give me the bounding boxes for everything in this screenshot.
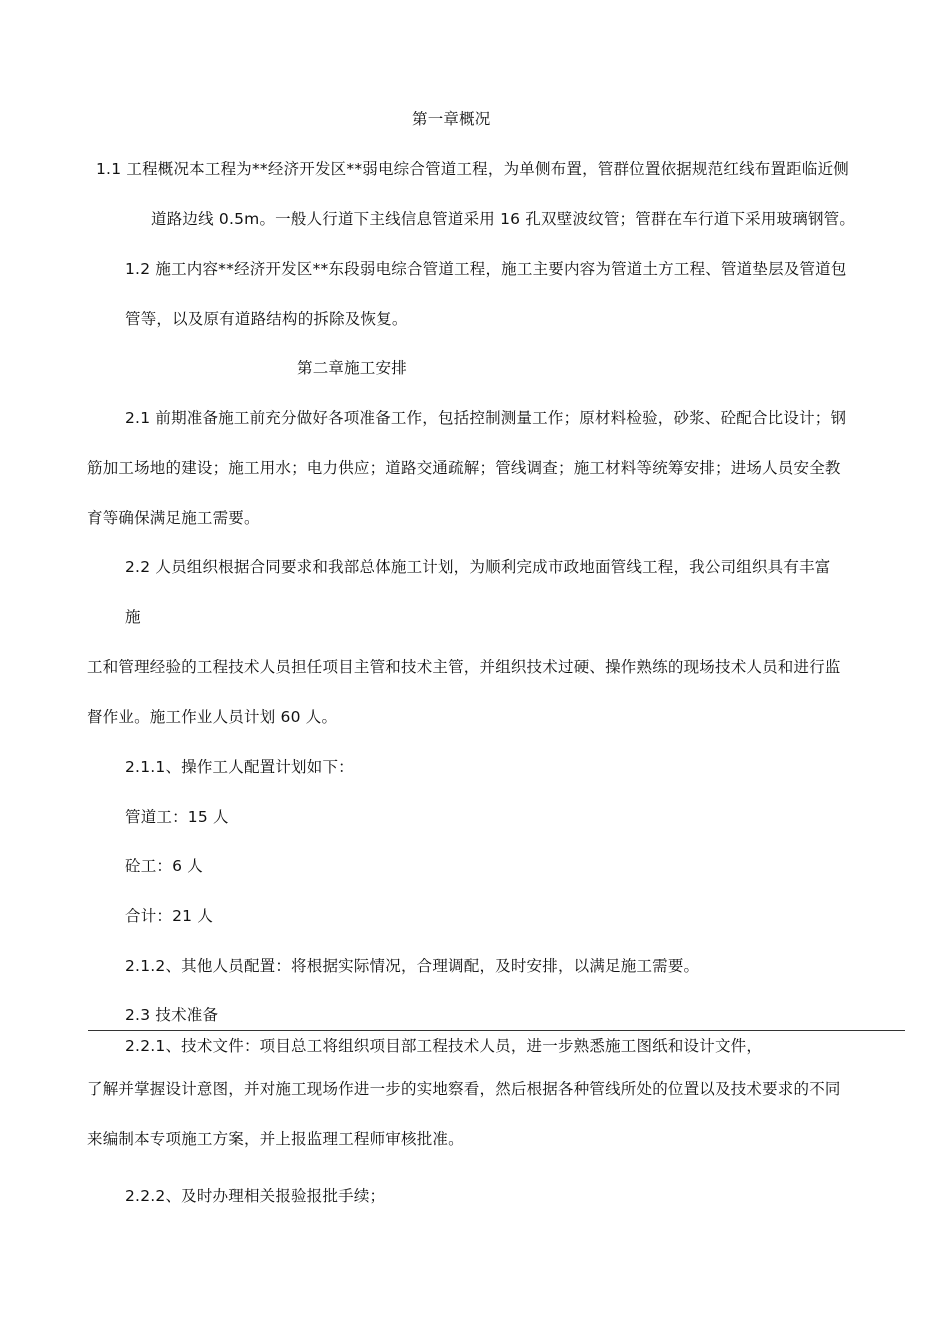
section-2-2-1-line-1: 2.2.1、技术文件：项目总工将组织项目部工程技术人员，进一步熟悉施工图纸和设计文件， — [125, 1037, 763, 1055]
workers-total: 合计：21 人 — [125, 907, 214, 925]
chapter-2-title: 第二章施工安排 — [297, 359, 407, 377]
section-1-1-line-1: 1.1 工程概况本工程为**经济开发区**弱电综合管道工程，为单侧布置，管群位置依据规范红线布置距临近侧 — [96, 160, 849, 178]
section-2-2-line-1: 2.2 人员组织根据合同要求和我部总体施工计划，为顺利完成市政地面管线工程，我公司组织具有丰富 — [125, 558, 831, 576]
section-2-2-1-line-3: 来编制本专项施工方案，并上报监理工程师审核批准。 — [87, 1130, 464, 1148]
section-1-2-line-2: 管等，以及原有道路结构的拆除及恢复。 — [125, 310, 408, 328]
section-2-1-line-2: 筋加工场地的建设；施工用水；电力供应；道路交通疏解；管线调查；施工材料等统筹安排；进场人员安全教 — [87, 459, 841, 477]
chapter-1-title: 第一章概况 — [412, 110, 491, 128]
section-2-1-1: 2.1.1、操作工人配置计划如下： — [125, 758, 354, 776]
section-2-1-line-3: 育等确保满足施工需要。 — [87, 509, 260, 527]
section-2-2-2: 2.2.2、及时办理相关报验报批手续； — [125, 1187, 386, 1205]
section-2-2-line-3: 工和管理经验的工程技术人员担任项目主管和技术主管，并组织技术过硬、操作熟练的现场技术人员和进行监 — [87, 658, 841, 676]
horizontal-rule — [88, 1030, 905, 1031]
section-2-2-line-4: 督作业。施工作业人员计划 60 人。 — [87, 708, 338, 726]
workers-pipe: 管道工：15 人 — [125, 808, 229, 826]
section-1-2-line-1: 1.2 施工内容**经济开发区**东段弱电综合管道工程，施工主要内容为管道土方工程、管道垫层及管道包 — [125, 260, 847, 278]
section-1-1-line-2: 道路边线 0.5m。一般人行道下主线信息管道采用 16 孔双壁波纹管；管群在车行道下采用玻璃钢管。 — [151, 210, 856, 228]
section-2-2-1-line-2: 了解并掌握设计意图，并对施工现场作进一步的实地察看，然后根据各种管线所处的位置以及技术要求的不同 — [87, 1080, 841, 1098]
section-2-2-line-2: 施 — [125, 608, 141, 626]
section-2-1-2: 2.1.2、其他人员配置：将根据实际情况，合理调配，及时安排，以满足施工需要。 — [125, 957, 700, 975]
section-2-3: 2.3 技术准备 — [125, 1006, 219, 1024]
section-2-1-line-1: 2.1 前期准备施工前充分做好各项准备工作，包括控制测量工作；原材料检验，砂浆、砼配合比设计；钢 — [125, 409, 847, 427]
workers-concrete: 砼工：6 人 — [125, 857, 203, 875]
